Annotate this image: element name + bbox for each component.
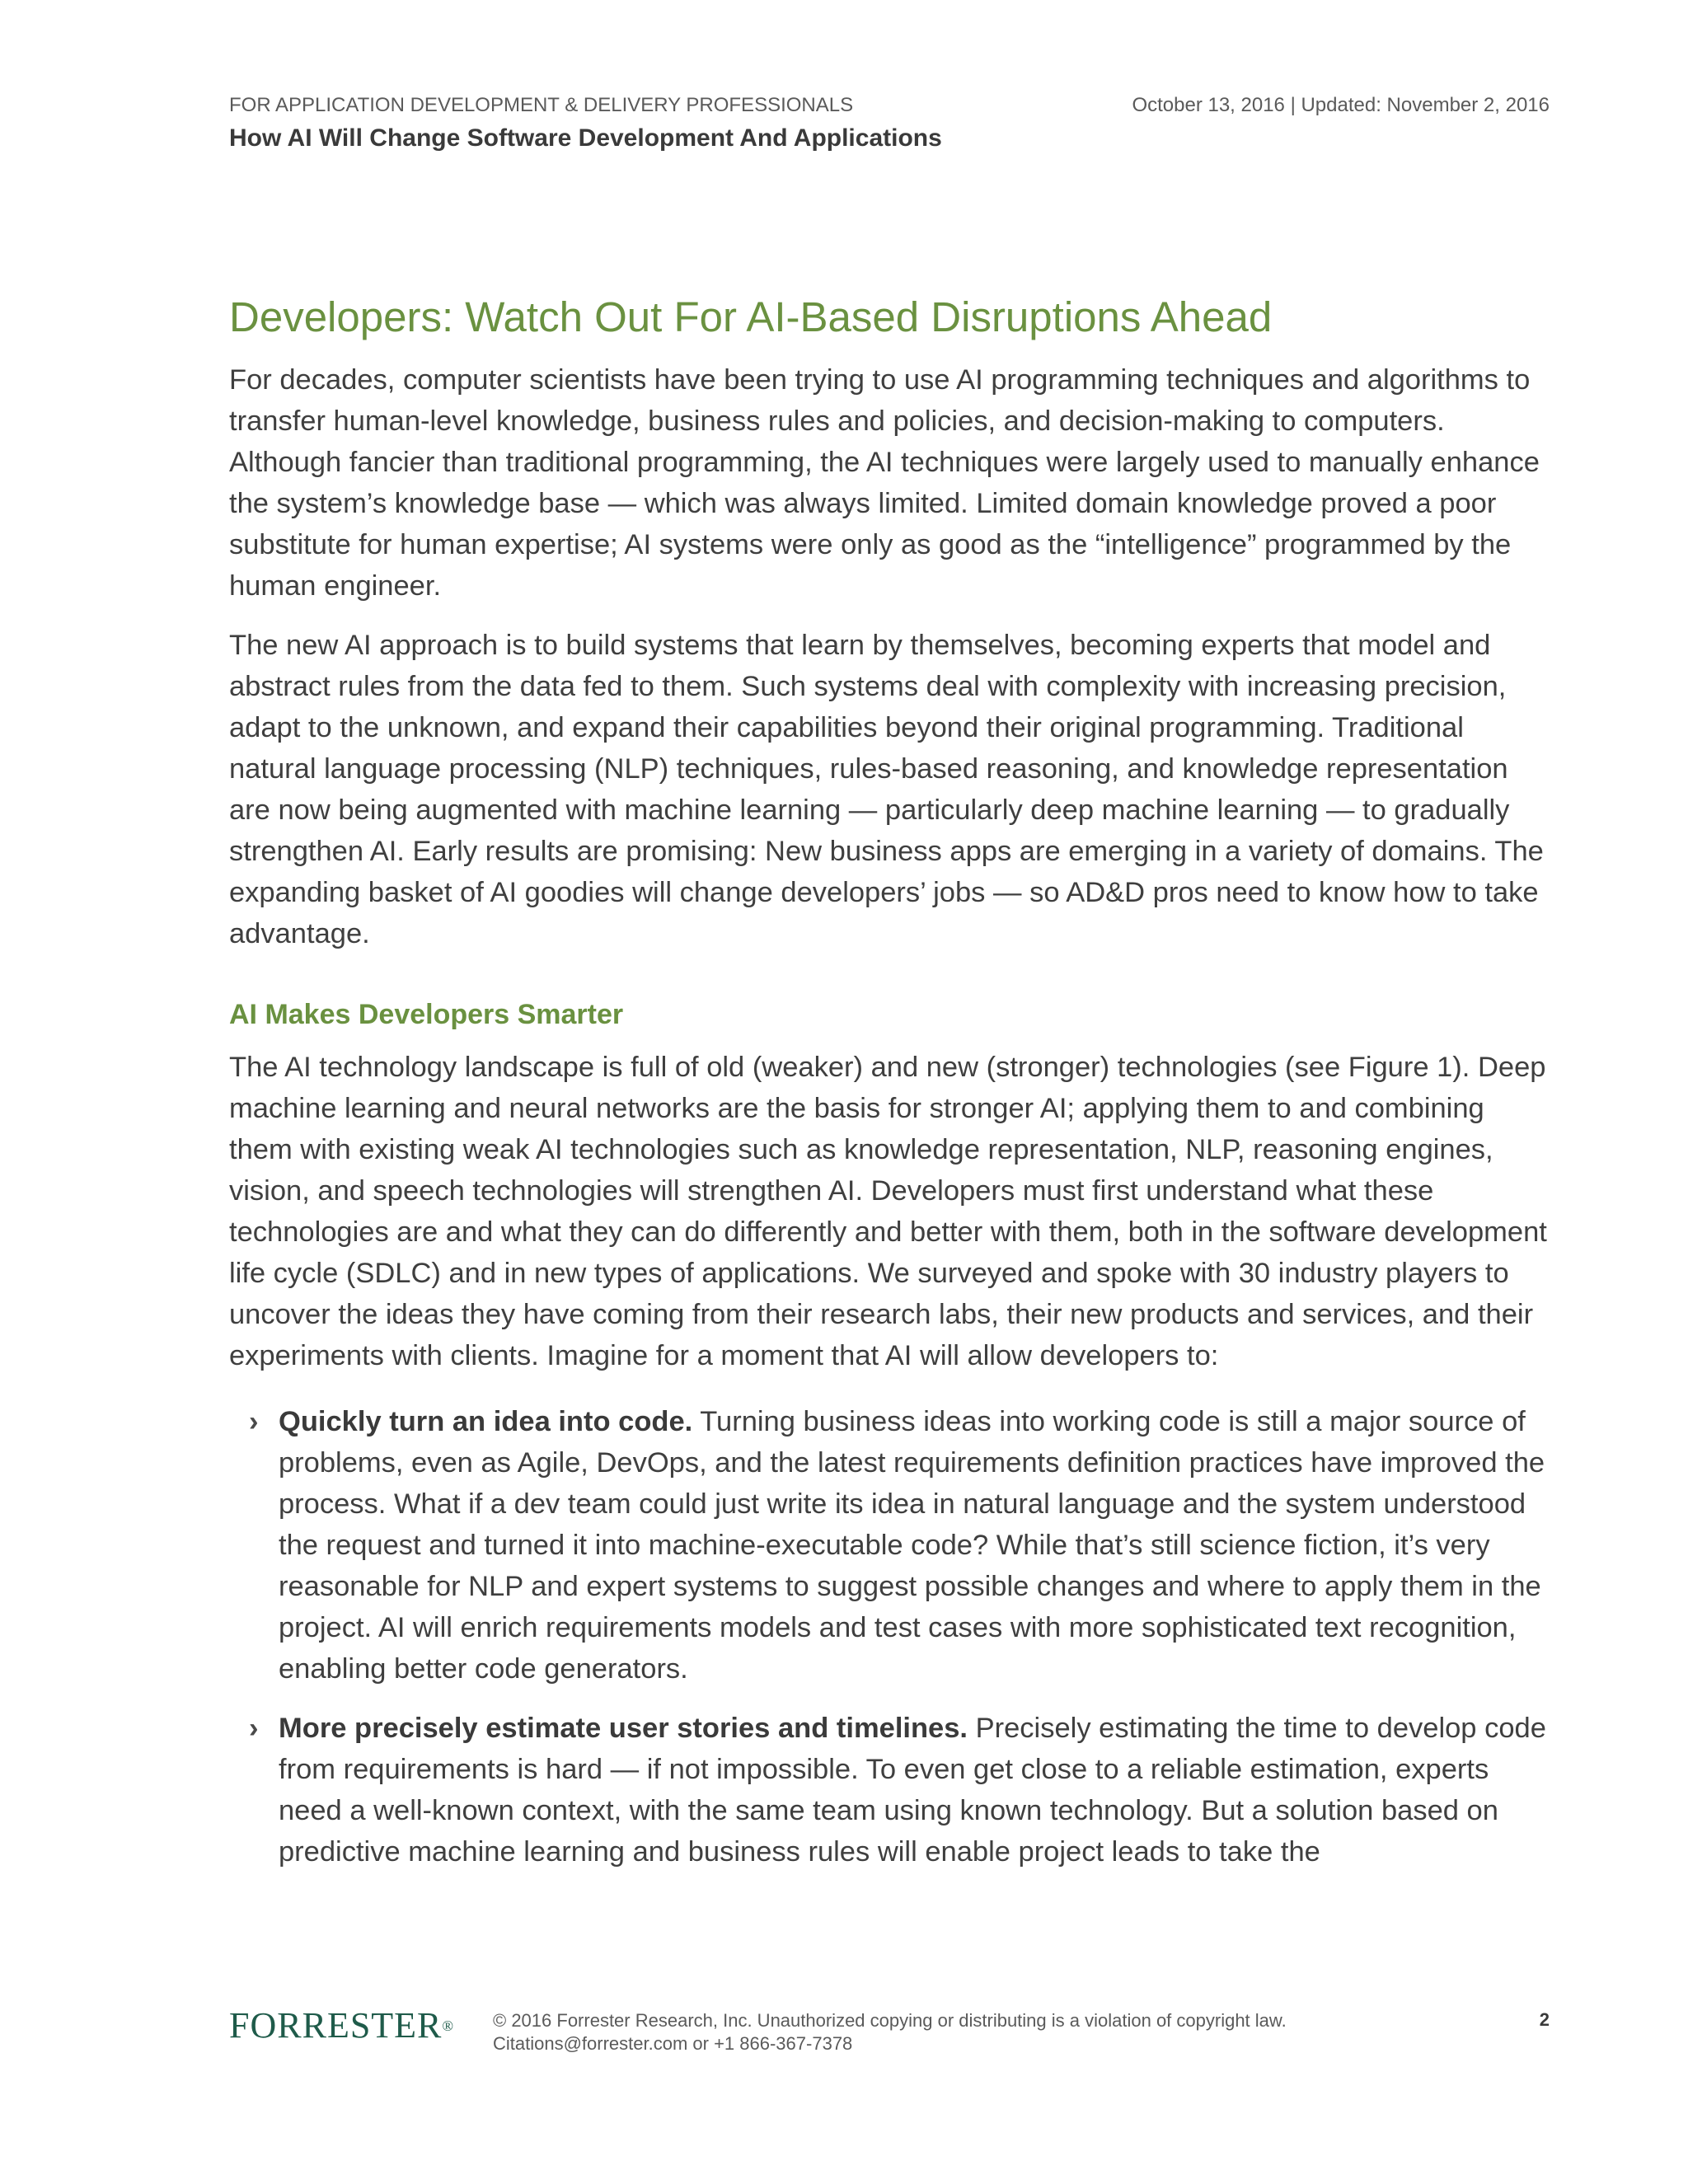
list-item bbox=[229, 1708, 1550, 1872]
registered-mark: ® bbox=[442, 2018, 455, 2034]
logo-text: FORRESTER bbox=[229, 2005, 443, 2046]
footer-legal bbox=[493, 2009, 1287, 2055]
subsection-title: AI Makes Developers Smarter bbox=[229, 999, 624, 1030]
main-content bbox=[229, 290, 1550, 1891]
page-footer bbox=[229, 2001, 1550, 2067]
bullet-list bbox=[229, 1401, 1550, 1872]
header-top-row bbox=[229, 92, 1550, 119]
publish-date: October 13, 2016 | Updated: November 2, 2016 bbox=[1132, 94, 1550, 116]
page-number: 2 bbox=[1539, 2009, 1550, 2030]
report-title: How AI Will Change Software Development And Applications bbox=[229, 124, 942, 152]
forrester-logo bbox=[229, 2006, 454, 2046]
section-paragraph-1: For decades, computer scientists have been trying to use AI programming techniques and algorithms to transfer human-level knowledge, business rules and policies, and decision-making to computers. Although fancier than traditional programming, the AI techniques were largely used to manually enhance the system’s knowledge base — which was always limited. Limited domain knowledge proved a poor substitute for human expertise; AI systems were only as good as the “intelligence” programmed by the human engineer. bbox=[229, 364, 1540, 602]
section-paragraph-2: The new AI approach is to build systems that learn by themselves, becoming experts that model and abstract rules from the data fed to them. Such systems deal with complexity with increasing precision, adapt to the unknown, and expand their capabilities beyond their original programming. Traditional natural language processing (NLP) techniques, rules-based reasoning, and knowledge representation are now being augmented with machine learning — particularly deep machine learning — to gradually strengthen AI. Early results are promising: New business apps are emerging in a variety of domains. The expanding basket of AI goodies will change developers’ jobs — so AD&D pros need to know how to take advantage. bbox=[229, 630, 1544, 949]
bullet-text: Precisely estimating the time to develop code from requirements is hard — if not impossible. To even get close to a reliable estimation, experts need a well-known context, with the same team using known technology. But a solution based on predictive machine learning and business rules will enable project leads to take the bbox=[279, 1713, 1546, 1868]
audience-label: FOR APPLICATION DEVELOPMENT & DELIVERY PROFESSIONALS bbox=[229, 94, 854, 116]
bullet-text: Turning business ideas into working code is still a major source of problems, even as Agile, DevOps, and the latest requirements definition practices have improved the process. What if a dev team could just write its idea in natural language and the system understood the request and turned it into machine-executable code? While that’s still science fiction, it’s very reasonable for NLP and expert systems to suggest possible changes and where to apply them in the project. AI will enrich requirements models and test cases with more sophisticated text recognition, enabling better code generators. bbox=[279, 1406, 1545, 1685]
contact-info: Citations@forrester.com or +1 866-367-7378 bbox=[493, 2033, 853, 2054]
section-title: Developers: Watch Out For AI-Based Disruptions Ahead bbox=[229, 293, 1273, 340]
chevron-right-icon: › bbox=[249, 1406, 259, 1437]
subsection-paragraph: The AI technology landscape is full of old (weaker) and new (stronger) technologies (see Figure 1). Deep machine learning and neural networks are the basis for stronger AI; applying them to and combining them with existing weak AI technologies such as knowledge representation, NLP, reasoning engines, vision, and speech technologies will strengthen AI. Developers must first understand what these technologies are and what they can do differently and better with them, both in the software development life cycle (SDLC) and in new types of applications. We surveyed and spoke with 30 industry players to uncover the ideas they have coming from their research labs, their new products and services, and their experiments with clients. Imagine for a moment that AI will allow developers to: bbox=[229, 1052, 1547, 1371]
bullet-lead: Quickly turn an idea into code. bbox=[279, 1406, 693, 1437]
list-item bbox=[229, 1401, 1550, 1690]
chevron-right-icon: › bbox=[249, 1713, 259, 1744]
copyright-notice: © 2016 Forrester Research, Inc. Unauthorized copying or distributing is a violation of copyright law. bbox=[493, 2010, 1287, 2031]
bullet-lead: More precisely estimate user stories and timelines. bbox=[279, 1713, 968, 1744]
page-header bbox=[229, 92, 1550, 155]
